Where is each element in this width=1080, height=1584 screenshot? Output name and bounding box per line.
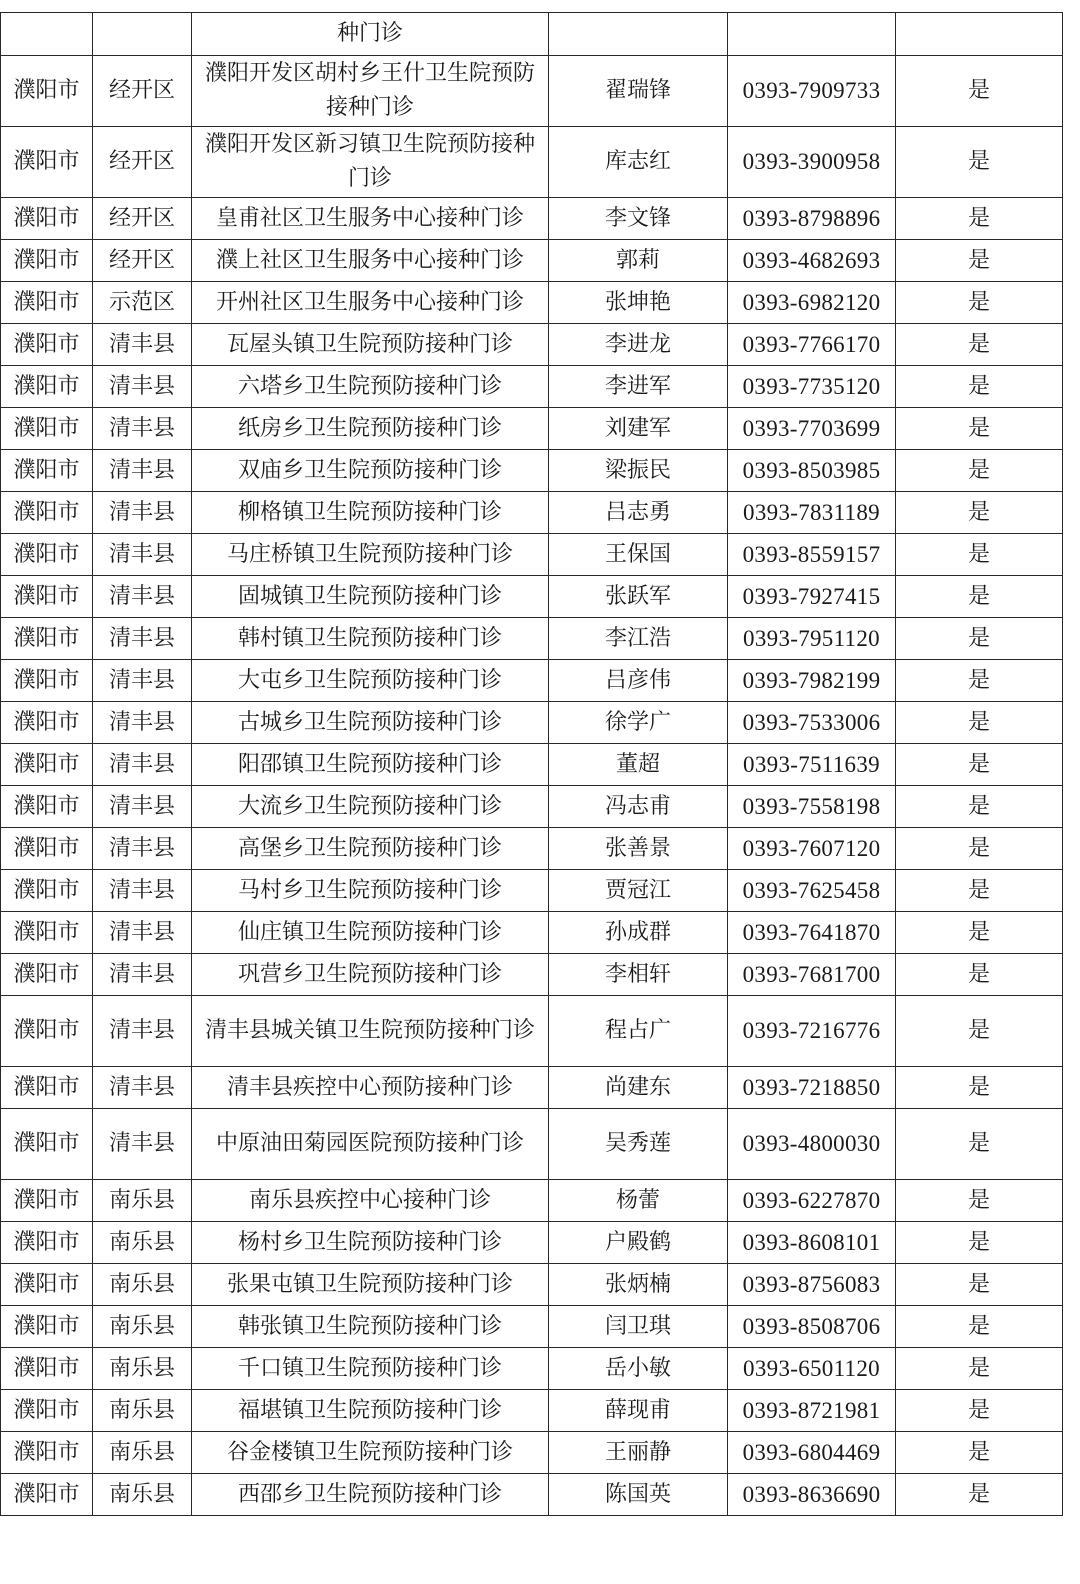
clinic-name-cell: 濮上社区卫生服务中心接种门诊 — [192, 240, 549, 282]
city-cell: 濮阳市 — [1, 324, 93, 366]
phone-cell: 0393-6227870 — [728, 1180, 896, 1222]
city-cell: 濮阳市 — [1, 1264, 93, 1306]
phone-cell: 0393-8721981 — [728, 1390, 896, 1432]
city-cell: 濮阳市 — [1, 1432, 93, 1474]
phone-cell: 0393-8503985 — [728, 450, 896, 492]
city-cell: 濮阳市 — [1, 1474, 93, 1516]
table-row-continued — [1, 13, 1063, 56]
district-cell: 清丰县 — [93, 954, 192, 996]
flag-cell: 是 — [896, 56, 1063, 127]
flag-cell: 是 — [896, 702, 1063, 744]
flag-cell: 是 — [896, 1348, 1063, 1390]
district-cell: 南乐县 — [93, 1432, 192, 1474]
district-cell — [93, 13, 192, 56]
phone-cell: 0393-8608101 — [728, 1222, 896, 1264]
flag-cell: 是 — [896, 1067, 1063, 1109]
flag-cell: 是 — [896, 954, 1063, 996]
district-cell: 经开区 — [93, 56, 192, 127]
city-cell: 濮阳市 — [1, 534, 93, 576]
table-row — [1, 870, 1063, 912]
flag-cell: 是 — [896, 450, 1063, 492]
clinic-name-cell: 韩张镇卫生院预防接种门诊 — [192, 1306, 549, 1348]
phone-cell: 0393-7831189 — [728, 492, 896, 534]
table-row — [1, 1180, 1063, 1222]
table-row — [1, 282, 1063, 324]
clinic-name-cell: 巩营乡卫生院预防接种门诊 — [192, 954, 549, 996]
district-cell: 经开区 — [93, 127, 192, 198]
clinic-name-cell: 中原油田菊园医院预防接种门诊 — [192, 1109, 549, 1180]
table-row — [1, 618, 1063, 660]
phone-cell: 0393-7511639 — [728, 744, 896, 786]
clinic-name-cell: 张果屯镇卫生院预防接种门诊 — [192, 1264, 549, 1306]
district-cell: 清丰县 — [93, 366, 192, 408]
table-row — [1, 954, 1063, 996]
flag-cell: 是 — [896, 870, 1063, 912]
district-cell: 南乐县 — [93, 1222, 192, 1264]
phone-cell: 0393-4800030 — [728, 1109, 896, 1180]
clinic-name-cell: 高堡乡卫生院预防接种门诊 — [192, 828, 549, 870]
flag-cell: 是 — [896, 1264, 1063, 1306]
contact-person-cell: 孙成群 — [549, 912, 728, 954]
district-cell: 经开区 — [93, 198, 192, 240]
clinic-name-cell: 南乐县疾控中心接种门诊 — [192, 1180, 549, 1222]
district-cell: 清丰县 — [93, 702, 192, 744]
phone-cell: 0393-7982199 — [728, 660, 896, 702]
clinic-name-cell: 清丰县城关镇卫生院预防接种门诊 — [192, 996, 549, 1067]
flag-cell: 是 — [896, 1432, 1063, 1474]
phone-cell: 0393-8798896 — [728, 198, 896, 240]
district-cell: 清丰县 — [93, 912, 192, 954]
phone-cell: 0393-7735120 — [728, 366, 896, 408]
district-cell: 清丰县 — [93, 1067, 192, 1109]
contact-person-cell: 库志红 — [549, 127, 728, 198]
district-cell: 清丰县 — [93, 870, 192, 912]
flag-cell: 是 — [896, 828, 1063, 870]
phone-cell: 0393-7641870 — [728, 912, 896, 954]
city-cell: 濮阳市 — [1, 450, 93, 492]
city-cell: 濮阳市 — [1, 198, 93, 240]
table-row — [1, 450, 1063, 492]
contact-person-cell: 张善景 — [549, 828, 728, 870]
flag-cell: 是 — [896, 240, 1063, 282]
district-cell: 清丰县 — [93, 576, 192, 618]
contact-person-cell: 李文锋 — [549, 198, 728, 240]
contact-person-cell: 梁振民 — [549, 450, 728, 492]
district-cell: 南乐县 — [93, 1474, 192, 1516]
contact-person-cell: 贾冠江 — [549, 870, 728, 912]
city-cell: 濮阳市 — [1, 408, 93, 450]
phone-cell: 0393-6804469 — [728, 1432, 896, 1474]
table-row — [1, 56, 1063, 127]
vaccination-clinic-table — [0, 12, 1063, 1516]
flag-cell: 是 — [896, 912, 1063, 954]
city-cell: 濮阳市 — [1, 912, 93, 954]
district-cell: 清丰县 — [93, 828, 192, 870]
district-cell: 清丰县 — [93, 1109, 192, 1180]
clinic-name-cell: 仙庄镇卫生院预防接种门诊 — [192, 912, 549, 954]
city-cell: 濮阳市 — [1, 618, 93, 660]
district-cell: 清丰县 — [93, 324, 192, 366]
phone-cell: 0393-8636690 — [728, 1474, 896, 1516]
city-cell: 濮阳市 — [1, 1067, 93, 1109]
phone-cell: 0393-7951120 — [728, 618, 896, 660]
table-row — [1, 702, 1063, 744]
flag-cell: 是 — [896, 1390, 1063, 1432]
clinic-name-cell: 谷金楼镇卫生院预防接种门诊 — [192, 1432, 549, 1474]
table-row — [1, 1474, 1063, 1516]
phone-cell: 0393-3900958 — [728, 127, 896, 198]
contact-person-cell: 王保国 — [549, 534, 728, 576]
table-row — [1, 127, 1063, 198]
flag-cell: 是 — [896, 576, 1063, 618]
contact-person-cell: 张坤艳 — [549, 282, 728, 324]
clinic-name-cell: 六塔乡卫生院预防接种门诊 — [192, 366, 549, 408]
clinic-name-cell: 古城乡卫生院预防接种门诊 — [192, 702, 549, 744]
phone-cell: 0393-7766170 — [728, 324, 896, 366]
table-row — [1, 1264, 1063, 1306]
table-row — [1, 366, 1063, 408]
clinic-name-cell: 濮阳开发区新习镇卫生院预防接种门诊 — [192, 127, 549, 198]
contact-person-cell: 张炳楠 — [549, 1264, 728, 1306]
flag-cell: 是 — [896, 324, 1063, 366]
clinic-name-cell: 阳邵镇卫生院预防接种门诊 — [192, 744, 549, 786]
contact-person-cell — [549, 13, 728, 56]
table-row — [1, 408, 1063, 450]
clinic-name-cell: 福堪镇卫生院预防接种门诊 — [192, 1390, 549, 1432]
phone-cell: 0393-8508706 — [728, 1306, 896, 1348]
district-cell: 经开区 — [93, 240, 192, 282]
district-cell: 清丰县 — [93, 996, 192, 1067]
clinic-name-cell: 开州社区卫生服务中心接种门诊 — [192, 282, 549, 324]
contact-person-cell: 尚建东 — [549, 1067, 728, 1109]
clinic-name-cell: 柳格镇卫生院预防接种门诊 — [192, 492, 549, 534]
table-row — [1, 1348, 1063, 1390]
table-row — [1, 576, 1063, 618]
clinic-name-cell: 西邵乡卫生院预防接种门诊 — [192, 1474, 549, 1516]
flag-cell: 是 — [896, 1306, 1063, 1348]
clinic-name-cell: 大屯乡卫生院预防接种门诊 — [192, 660, 549, 702]
phone-cell: 0393-7607120 — [728, 828, 896, 870]
city-cell: 濮阳市 — [1, 744, 93, 786]
city-cell: 濮阳市 — [1, 702, 93, 744]
district-cell: 清丰县 — [93, 408, 192, 450]
contact-person-cell: 冯志甫 — [549, 786, 728, 828]
contact-person-cell: 李江浩 — [549, 618, 728, 660]
table-row — [1, 996, 1063, 1067]
table-row — [1, 1109, 1063, 1180]
city-cell: 濮阳市 — [1, 282, 93, 324]
contact-person-cell: 郭莉 — [549, 240, 728, 282]
contact-person-cell: 陈国英 — [549, 1474, 728, 1516]
table-row — [1, 324, 1063, 366]
flag-cell: 是 — [896, 1222, 1063, 1264]
table-row — [1, 240, 1063, 282]
table-row — [1, 660, 1063, 702]
clinic-name-cell: 大流乡卫生院预防接种门诊 — [192, 786, 549, 828]
city-cell: 濮阳市 — [1, 786, 93, 828]
clinic-table-sheet — [0, 12, 1062, 1516]
table-row — [1, 1067, 1063, 1109]
flag-cell: 是 — [896, 127, 1063, 198]
table-row — [1, 912, 1063, 954]
clinic-name-cell: 双庙乡卫生院预防接种门诊 — [192, 450, 549, 492]
contact-person-cell: 董超 — [549, 744, 728, 786]
city-cell: 濮阳市 — [1, 1390, 93, 1432]
contact-person-cell: 闫卫琪 — [549, 1306, 728, 1348]
city-cell: 濮阳市 — [1, 1180, 93, 1222]
clinic-name-cell: 固城镇卫生院预防接种门诊 — [192, 576, 549, 618]
contact-person-cell: 岳小敏 — [549, 1348, 728, 1390]
clinic-name-cell: 千口镇卫生院预防接种门诊 — [192, 1348, 549, 1390]
district-cell: 南乐县 — [93, 1390, 192, 1432]
contact-person-cell: 徐学广 — [549, 702, 728, 744]
clinic-name-cell: 马庄桥镇卫生院预防接种门诊 — [192, 534, 549, 576]
district-cell: 清丰县 — [93, 534, 192, 576]
flag-cell: 是 — [896, 618, 1063, 660]
city-cell: 濮阳市 — [1, 576, 93, 618]
flag-cell: 是 — [896, 1474, 1063, 1516]
city-cell: 濮阳市 — [1, 996, 93, 1067]
clinic-name-cell: 韩村镇卫生院预防接种门诊 — [192, 618, 549, 660]
table-row — [1, 828, 1063, 870]
phone-cell: 0393-7703699 — [728, 408, 896, 450]
city-cell: 濮阳市 — [1, 127, 93, 198]
district-cell: 清丰县 — [93, 786, 192, 828]
district-cell: 南乐县 — [93, 1306, 192, 1348]
city-cell: 濮阳市 — [1, 954, 93, 996]
district-cell: 清丰县 — [93, 744, 192, 786]
flag-cell: 是 — [896, 534, 1063, 576]
phone-cell: 0393-6982120 — [728, 282, 896, 324]
phone-cell: 0393-7927415 — [728, 576, 896, 618]
flag-cell: 是 — [896, 492, 1063, 534]
phone-cell: 0393-7558198 — [728, 786, 896, 828]
phone-cell: 0393-7681700 — [728, 954, 896, 996]
clinic-name-cell: 纸房乡卫生院预防接种门诊 — [192, 408, 549, 450]
table-row — [1, 1390, 1063, 1432]
city-cell: 濮阳市 — [1, 1306, 93, 1348]
city-cell: 濮阳市 — [1, 1222, 93, 1264]
contact-person-cell: 张跃军 — [549, 576, 728, 618]
city-cell: 濮阳市 — [1, 240, 93, 282]
city-cell: 濮阳市 — [1, 660, 93, 702]
phone-cell: 0393-7909733 — [728, 56, 896, 127]
flag-cell: 是 — [896, 1109, 1063, 1180]
flag-cell: 是 — [896, 366, 1063, 408]
contact-person-cell: 李相轩 — [549, 954, 728, 996]
flag-cell: 是 — [896, 786, 1063, 828]
phone-cell: 0393-8756083 — [728, 1264, 896, 1306]
district-cell: 南乐县 — [93, 1348, 192, 1390]
contact-person-cell: 程占广 — [549, 996, 728, 1067]
city-cell: 濮阳市 — [1, 366, 93, 408]
table-row — [1, 198, 1063, 240]
table-row — [1, 1222, 1063, 1264]
contact-person-cell: 李进龙 — [549, 324, 728, 366]
phone-cell: 0393-7216776 — [728, 996, 896, 1067]
flag-cell — [896, 13, 1063, 56]
clinic-name-cell: 杨村乡卫生院预防接种门诊 — [192, 1222, 549, 1264]
clinic-name-cell: 清丰县疾控中心预防接种门诊 — [192, 1067, 549, 1109]
district-cell: 清丰县 — [93, 450, 192, 492]
phone-cell — [728, 13, 896, 56]
city-cell: 濮阳市 — [1, 828, 93, 870]
contact-person-cell: 户殿鹤 — [549, 1222, 728, 1264]
contact-person-cell: 王丽静 — [549, 1432, 728, 1474]
table-row — [1, 492, 1063, 534]
phone-cell: 0393-8559157 — [728, 534, 896, 576]
contact-person-cell: 吕彦伟 — [549, 660, 728, 702]
district-cell: 清丰县 — [93, 660, 192, 702]
district-cell: 示范区 — [93, 282, 192, 324]
table-row — [1, 786, 1063, 828]
clinic-name-cell: 种门诊 — [192, 13, 549, 56]
table-row — [1, 1306, 1063, 1348]
clinic-name-cell: 濮阳开发区胡村乡王什卫生院预防接种门诊 — [192, 56, 549, 127]
contact-person-cell: 吴秀莲 — [549, 1109, 728, 1180]
contact-person-cell: 刘建军 — [549, 408, 728, 450]
contact-person-cell: 翟瑞锋 — [549, 56, 728, 127]
table-row — [1, 1432, 1063, 1474]
contact-person-cell: 薛现甫 — [549, 1390, 728, 1432]
contact-person-cell: 杨蕾 — [549, 1180, 728, 1222]
city-cell: 濮阳市 — [1, 1109, 93, 1180]
table-body — [1, 13, 1063, 1516]
phone-cell: 0393-7533006 — [728, 702, 896, 744]
district-cell: 清丰县 — [93, 492, 192, 534]
flag-cell: 是 — [896, 1180, 1063, 1222]
district-cell: 清丰县 — [93, 618, 192, 660]
city-cell — [1, 13, 93, 56]
contact-person-cell: 吕志勇 — [549, 492, 728, 534]
city-cell: 濮阳市 — [1, 870, 93, 912]
phone-cell: 0393-7218850 — [728, 1067, 896, 1109]
phone-cell: 0393-7625458 — [728, 870, 896, 912]
phone-cell: 0393-6501120 — [728, 1348, 896, 1390]
clinic-name-cell: 瓦屋头镇卫生院预防接种门诊 — [192, 324, 549, 366]
table-row — [1, 534, 1063, 576]
flag-cell: 是 — [896, 996, 1063, 1067]
contact-person-cell: 李进军 — [549, 366, 728, 408]
table-row — [1, 744, 1063, 786]
flag-cell: 是 — [896, 198, 1063, 240]
district-cell: 南乐县 — [93, 1180, 192, 1222]
flag-cell: 是 — [896, 282, 1063, 324]
district-cell: 南乐县 — [93, 1264, 192, 1306]
city-cell: 濮阳市 — [1, 56, 93, 127]
clinic-name-cell: 皇甫社区卫生服务中心接种门诊 — [192, 198, 549, 240]
flag-cell: 是 — [896, 660, 1063, 702]
city-cell: 濮阳市 — [1, 1348, 93, 1390]
flag-cell: 是 — [896, 408, 1063, 450]
flag-cell: 是 — [896, 744, 1063, 786]
city-cell: 濮阳市 — [1, 492, 93, 534]
clinic-name-cell: 马村乡卫生院预防接种门诊 — [192, 870, 549, 912]
phone-cell: 0393-4682693 — [728, 240, 896, 282]
